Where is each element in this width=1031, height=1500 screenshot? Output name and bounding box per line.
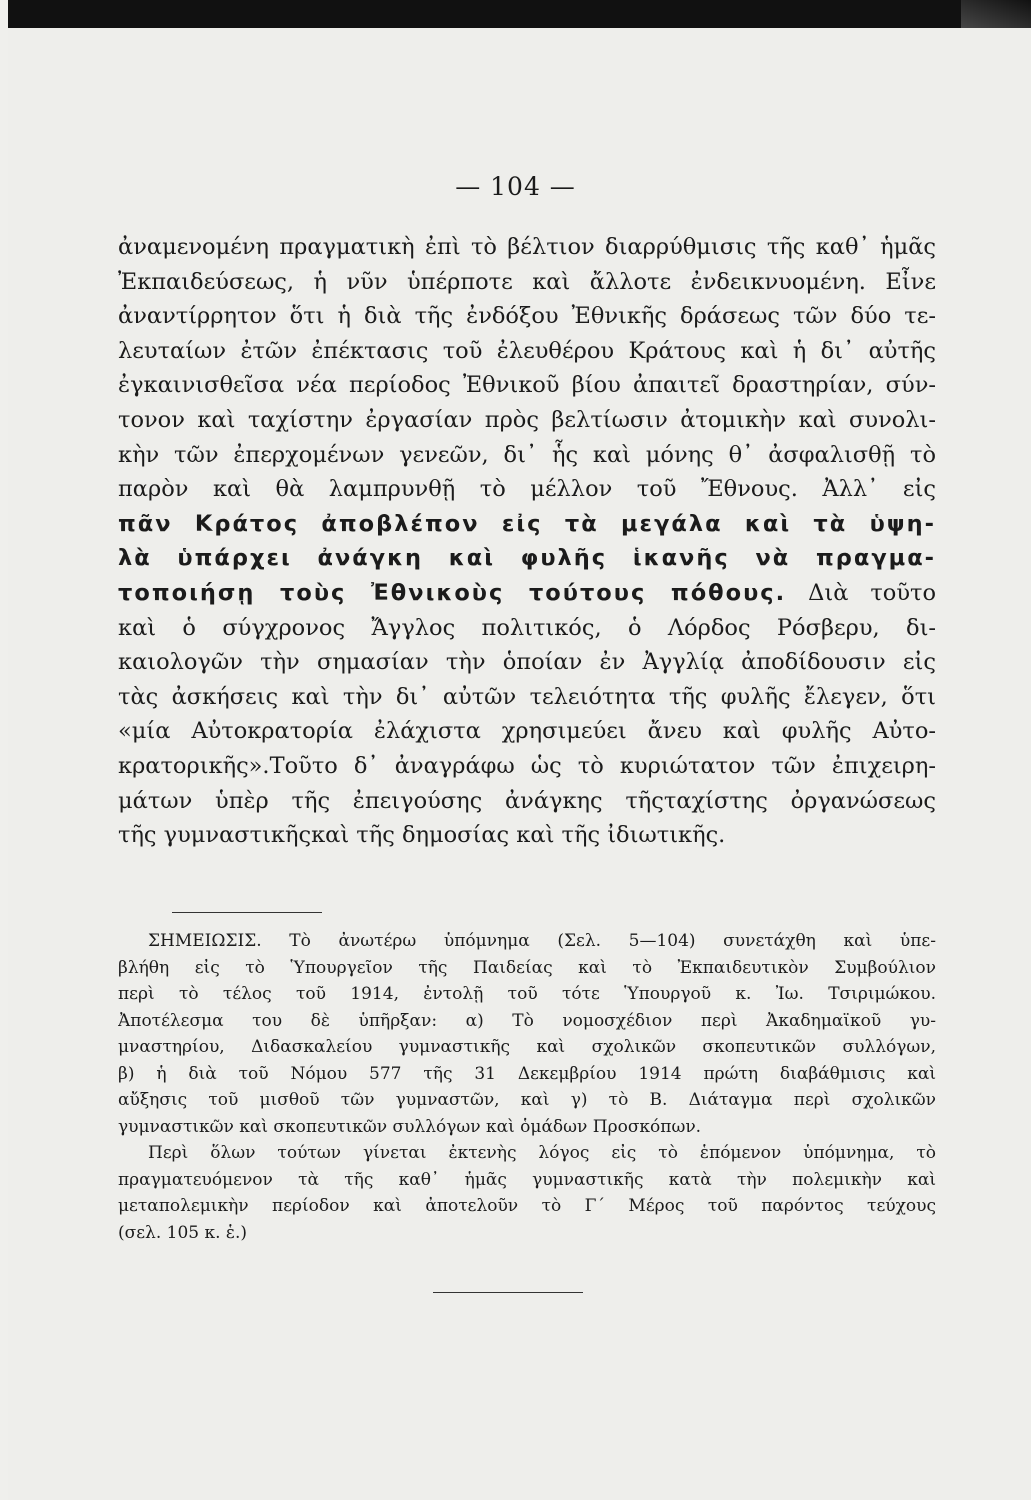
text-line: «μία Αὐτοκρατορία ἐλάχιστα χρησιμεύει ἄνευ καὶ φυλῆς Αὐτο- (118, 718, 936, 745)
note-line: (σελ. 105 κ. ἑ.) (118, 1222, 248, 1243)
footnote-block (118, 928, 936, 1246)
text-line: κὴν τῶν ἐπερχομένων γενεῶν, δι᾿ ἧς καὶ μόνης θ᾿ ἀσφαλισθῇ τὸ (118, 441, 936, 468)
note-line: πραγματευόμενον τὰ τῆς καθ᾿ ἡμᾶς γυμναστικῆς κατὰ τὴν πολεμικὴν καὶ (118, 1169, 936, 1190)
text-line: παρὸν καὶ θὰ λαμπρυνθῇ τὸ μέλλον τοῦ Ἔθνους. Ἀλλ᾿ εἰς (118, 476, 936, 503)
text-line: τῆς γυμναστικῆςκαὶ τῆς δημοσίας καὶ τῆς ἰδιωτικῆς. (118, 822, 726, 849)
note-line: β) ἡ διὰ τοῦ Νόμου 577 τῆς 31 Δεκεμβρίου 1914 πρώτη διαβάθμισις καὶ (118, 1063, 936, 1084)
bold-text-line: λὰ ὑπάρχει ἀνάγκη καὶ φυλῆς ἱκανῆς νὰ πραγμα- (118, 545, 936, 572)
page-number: — 104 — (455, 172, 576, 201)
end-divider (433, 1292, 583, 1293)
bold-text-line: πᾶν Κράτος ἀποβλέπον εἰς τὰ μεγάλα καὶ τὰ ὑψη- (118, 510, 936, 537)
text-line: κρατορικῆς».Τοῦτο δ᾿ ἀναγράφω ὡς τὸ κυριώτατον τῶν ἐπιχειρη- (118, 752, 936, 779)
note-line: περὶ τὸ τέλος τοῦ 1914, ἐντολῇ τοῦ τότε Ὑπουργοῦ κ. Ἰω. Τσιριμώκου. (118, 984, 936, 1004)
note-line: αὔξησις τοῦ μισθοῦ τῶν γυμναστῶν, καὶ γ) τὸ Β. Διάταγμα περὶ σχολικῶν (118, 1090, 936, 1110)
text-line: Ἐκπαιδεύσεως, ἡ νῦν ὑπέρποτε καὶ ἄλλοτε ἐνδεικνυομένη. Εἶνε (118, 268, 936, 295)
note-line: Περὶ ὅλων τούτων γίνεται ἐκτενὴς λόγος εἰς τὸ ἑπόμενον ὑπόμνημα, τὸ (148, 1143, 936, 1163)
text-fragment: Διὰ τοῦτο (808, 579, 936, 606)
note-line: βλήθη εἰς τὸ Ὑπουργεῖον τῆς Παιδείας καὶ τὸ Ἐκπαιδευτικὸν Συμβούλιον (118, 957, 936, 978)
mixed-text-line (118, 576, 936, 611)
note-line: μεταπολεμικὴν περίοδον καὶ ἀποτελοῦν τὸ Γ´ Μέρος τοῦ παρόντος τεύχους (118, 1196, 936, 1216)
page-left-edge (0, 0, 8, 1500)
scan-top-border (0, 0, 1031, 28)
main-text (118, 230, 936, 853)
note-line: Ἀποτέλεσμα του δὲ ὑπῆρξαν: α) Τὸ νομοσχέδιον περὶ Ἀκαδημαϊκοῦ γυ- (118, 1010, 936, 1031)
text-line: μάτων ὑπὲρ τῆς ἐπειγούσης ἀνάγκης τῆςταχίστης ὀργανώσεως (118, 787, 936, 814)
text-line: καιολογῶν τὴν σημασίαν τὴν ὁποίαν ἐν Ἀγγλίᾳ ἀποδίδουσιν εἰς (118, 649, 936, 676)
text-line: καὶ ὁ σύγχρονος Ἄγγλος πολιτικός, ὁ Λόρδος Ρόσβερυ, δι- (118, 614, 936, 641)
text-line: τονον καὶ ταχίστην ἐργασίαν πρὸς βελτίωσιν ἀτομικὴν καὶ συνολι- (118, 406, 936, 433)
note-line: γυμναστικῶν καὶ σκοπευτικῶν συλλόγων καὶ ὁμάδων Προσκόπων. (118, 1116, 702, 1137)
text-line: ἀναντίρρητον ὅτι ἡ διὰ τῆς ἐνδόξου Ἐθνικῆς δράσεως τῶν δύο τε- (118, 303, 936, 330)
note-line: ΣΗΜΕΙΩΣΙΣ. Τὸ ἀνωτέρω ὑπόμνημα (Σελ. 5—104) συνετάχθη καὶ ὑπε- (148, 931, 936, 951)
text-line: ἀναμενομένη πραγματικὴ ἐπὶ τὸ βέλτιον διαρρύθμισις τῆς καθ᾿ ἡμᾶς (118, 234, 936, 260)
text-line: ἐγκαινισθεῖσα νέα περίοδος Ἐθνικοῦ βίου ἀπαιτεῖ δραστηρίαν, σύν- (118, 372, 936, 399)
bold-text-fragment: τοποιήσῃ τοὺς Ἐθνικοὺς τούτους πόθους. (118, 579, 787, 606)
text-line: τὰς ἀσκήσεις καὶ τὴν δι᾿ αὐτῶν τελειότητα τῆς φυλῆς ἔλεγεν, ὅτι (118, 683, 936, 710)
note-line: μναστηρίου, Διδασκαλείου γυμναστικῆς καὶ σχολικῶν σκοπευτικῶν συλλόγων, (118, 1037, 936, 1057)
footnote-divider (172, 912, 322, 913)
text-line: λευταίων ἐτῶν ἐπέκτασις τοῦ ἐλευθέρου Κράτους καὶ ἡ δι᾿ αὐτῆς (118, 337, 936, 364)
